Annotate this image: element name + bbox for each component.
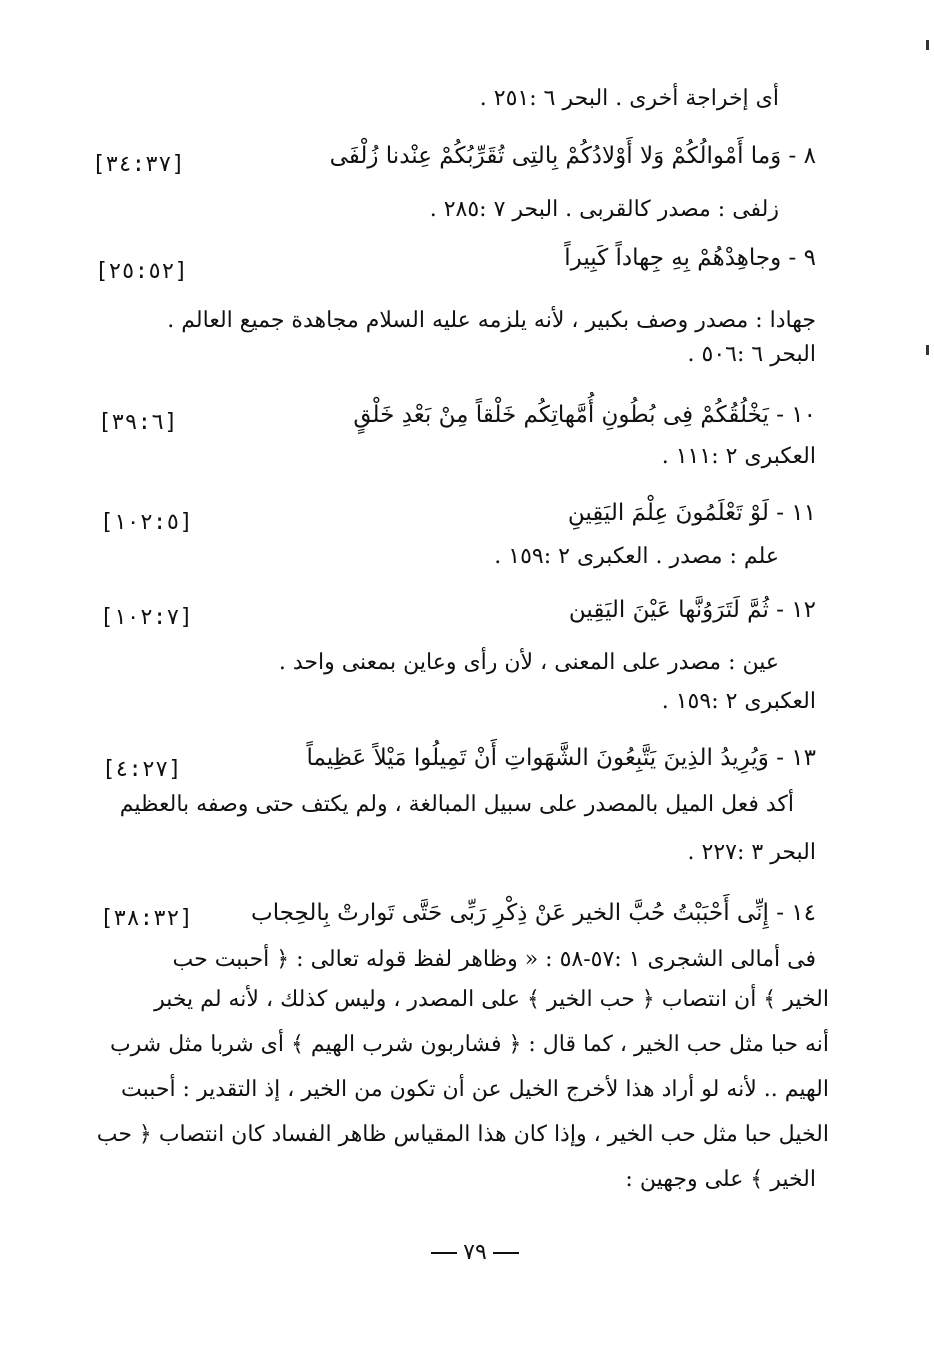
verse-line: ١٤ - إِنِّى أَحْبَبْتُ حُبَّ الخير عَنْ ذِكْرِ رَبِّى حَتَّى تَوارتْ بِالحِجاب	[251, 900, 816, 926]
text-line: الخير ﴾ أن انتصاب ﴿ حب الخير ﴾ على المصدر ، وليس كذلك ، لأنه لم يخبر	[154, 987, 829, 1012]
text-line: أى إخراجة أخرى . البحر ٦ :٢٥١ .	[479, 86, 779, 111]
text-line: أنه حبا مثل حب الخير ، كما قال : ﴿ فشاربون شرب الهيم ﴾ أى شربا مثل شرب	[109, 1032, 829, 1057]
text-line: الهيم .. لأنه لو أراد هذا لأخرج الخيل عن أن تكون من الخير ، إذ التقدير : أحببت	[120, 1077, 829, 1102]
text-line: الخيل حبا مثل حب الخير ، وإذا كان هذا المقياس ظاهر الفساد كان انتصاب ﴿ حب	[96, 1122, 829, 1147]
verse-reference: [١٠٢:٧]	[100, 605, 193, 630]
text-line: عين : مصدر على المعنى ، لأن رأى وعاين بمعنى واحد .	[278, 650, 779, 675]
scan-mark	[926, 40, 929, 50]
text-line: البحر ٦ :٥٠٦ .	[687, 342, 816, 367]
text-line: الخير ﴾ على وجهين :	[625, 1167, 816, 1192]
verse-reference: [٣٤:٣٧]	[92, 152, 185, 177]
verse-line: ٨ - وَما أَمْوالُكُمْ وَلا أَوْلادُكُمْ بِالتِى تُقَرِّبُكُمْ عِنْدنا زُلْفَى	[329, 143, 816, 169]
text-line: زلفى : مصدر كالقربى . البحر ٧ :٢٨٥ .	[429, 197, 779, 222]
page-number-dash	[431, 1252, 457, 1254]
verse-reference: [٤:٢٧]	[102, 757, 182, 782]
scan-mark	[926, 345, 929, 355]
page-number	[420, 1240, 530, 1265]
verse-line: ١٣ - وَيُرِيدُ الذِينَ يَتَّبِعُونَ الشَّهَواتِ أَنْ تَمِيلُوا مَيْلاً عَظِيماً	[306, 745, 816, 771]
page-number-text: ٧٩	[463, 1240, 487, 1265]
verse-reference: [٢٥:٥٢]	[95, 259, 188, 284]
text-line: العكبرى ٢ :١٥٩ .	[661, 689, 816, 714]
text-line: أكد فعل الميل بالمصدر على سبيل المبالغة ، ولم يكتف حتى وصفه بالعظيم	[119, 792, 794, 817]
verse-line: ١٠ - يَخْلُقُكُمْ فِى بُطُونِ أُمَّهاتِكُم خَلْقاً مِنْ بَعْدِ خَلْقٍ	[353, 402, 816, 428]
text-line: البحر ٣ :٢٢٧ .	[687, 840, 816, 865]
verse-reference: [٣٩:٦]	[98, 410, 178, 435]
verse-line: ١٢ - ثُمَّ لَتَرَوُنَّها عَيْنَ اليَقِين	[568, 597, 816, 623]
verse-line: ٩ - وجاهِدْهُمْ بِهِ جِهاداً كَبِيراً	[564, 245, 816, 271]
text-line: العكبرى ٢ :١١١ .	[661, 444, 816, 469]
text-line: فى أمالى الشجرى ١ :٥٧-٥٨ : « وظاهر لفظ قوله تعالى : ﴿ أحببت حب	[172, 947, 816, 972]
verse-line: ١١ - لَوْ تَعْلَمُونَ عِلْمَ اليَقِينِ	[567, 500, 816, 526]
text-line: علم : مصدر . العكبرى ٢ :١٥٩ .	[494, 544, 779, 569]
text-line: جهادا : مصدر وصف بكبير ، لأنه يلزمه عليه السلام مجاهدة جميع العالم .	[167, 308, 816, 333]
verse-reference: [١٠٢:٥]	[100, 510, 193, 535]
verse-reference: [٣٨:٣٢]	[100, 906, 193, 931]
page-number-dash	[493, 1252, 519, 1254]
